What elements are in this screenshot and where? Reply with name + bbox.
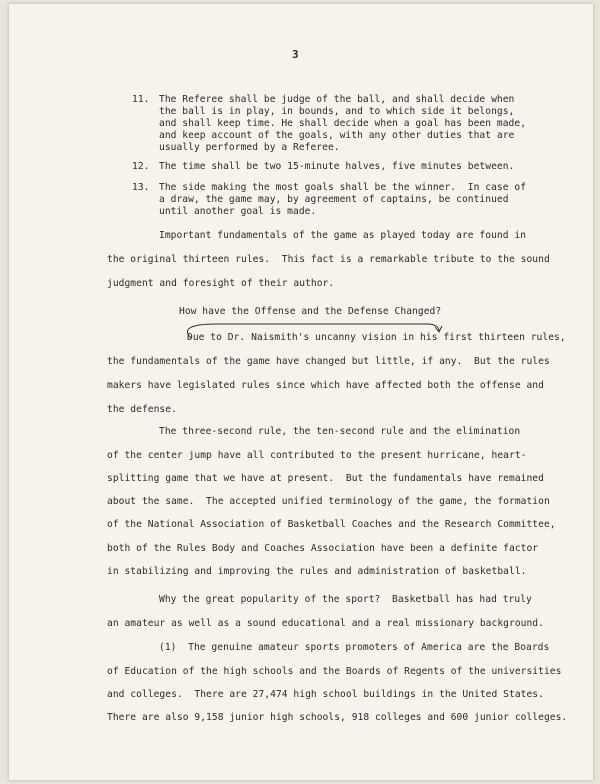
paragraph-line: of the National Association of Basketball Coaches and the Research Committee, <box>107 519 556 530</box>
paragraph-line: The three-second rule, the ten-second rule and the elimination <box>159 426 521 437</box>
rule-13-line: a draw, the game may, by agreement of captains, be continued <box>159 194 509 205</box>
paragraph-line: judgment and foresight of their author. <box>107 278 335 289</box>
paragraph-line: There are also 9,158 junior high schools, 918 colleges and 600 junior colleges. <box>107 712 568 723</box>
rule-11-line: The Referee shall be judge of the ball, and shall decide when <box>159 94 515 105</box>
paragraph-line: Why the great popularity of the sport? Basketball has had truly <box>159 594 532 605</box>
paragraph-line: Important fundamentals of the game as played today are found in <box>159 230 527 241</box>
paragraph-line: of Education of the high schools and the Boards of Regents of the universities <box>107 666 562 677</box>
rule-number-13: 13. <box>132 182 150 193</box>
rule-number-11: 11. <box>132 94 150 105</box>
paragraph-line: (1) The genuine amateur sports promoters of America are the Boards <box>159 642 550 653</box>
paragraph-line: in stabilizing and improving the rules and administration of basketball. <box>107 566 527 577</box>
paragraph-line: the original thirteen rules. This fact is a remarkable tribute to the sound <box>107 254 550 265</box>
paragraph-line: the fundamentals of the game have changed but little, if any. But the rules <box>107 356 550 367</box>
paragraph-line: and colleges. There are 27,474 high school buildings in the United States. <box>107 689 544 700</box>
paragraph-line: Due to Dr. Naismith's uncanny vision in his first thirteen rules, <box>187 332 566 343</box>
rule-11-line: and keep account of the goals, with any other duties that are <box>159 130 515 141</box>
rule-11-line: usually performed by a Referee. <box>159 142 340 153</box>
rule-11-line: the ball is in play, in bounds, and to which side it belongs, <box>159 106 515 117</box>
subheading: How have the Offense and the Defense Changed? <box>179 306 442 317</box>
page-number: 3 <box>292 48 299 61</box>
typewritten-page <box>9 4 593 780</box>
paragraph-line: the defense. <box>107 404 177 415</box>
paragraph-line: an amateur as well as a sound educational and a real missionary background. <box>107 618 544 629</box>
paragraph-line: about the same. The accepted unified terminology of the game, the formation <box>107 496 550 507</box>
paragraph-line: both of the Rules Body and Coaches Association have been a definite factor <box>107 543 539 554</box>
paragraph-line: of the center jump have all contributed to the present hurricane, heart- <box>107 450 527 461</box>
rule-12-line: The time shall be two 15-minute halves, five minutes between. <box>159 161 515 172</box>
rule-11-line: and shall keep time. He shall decide when a goal has been made, <box>159 118 527 129</box>
rule-number-12: 12. <box>132 161 150 172</box>
rule-13-line: until another goal is made. <box>159 206 317 217</box>
rule-13-line: The side making the most goals shall be the winner. In case of <box>159 182 527 193</box>
paragraph-line: splitting game that we have at present. But the fundamentals have remained <box>107 473 544 484</box>
paragraph-line: makers have legislated rules since which have affected both the offense and <box>107 380 544 391</box>
